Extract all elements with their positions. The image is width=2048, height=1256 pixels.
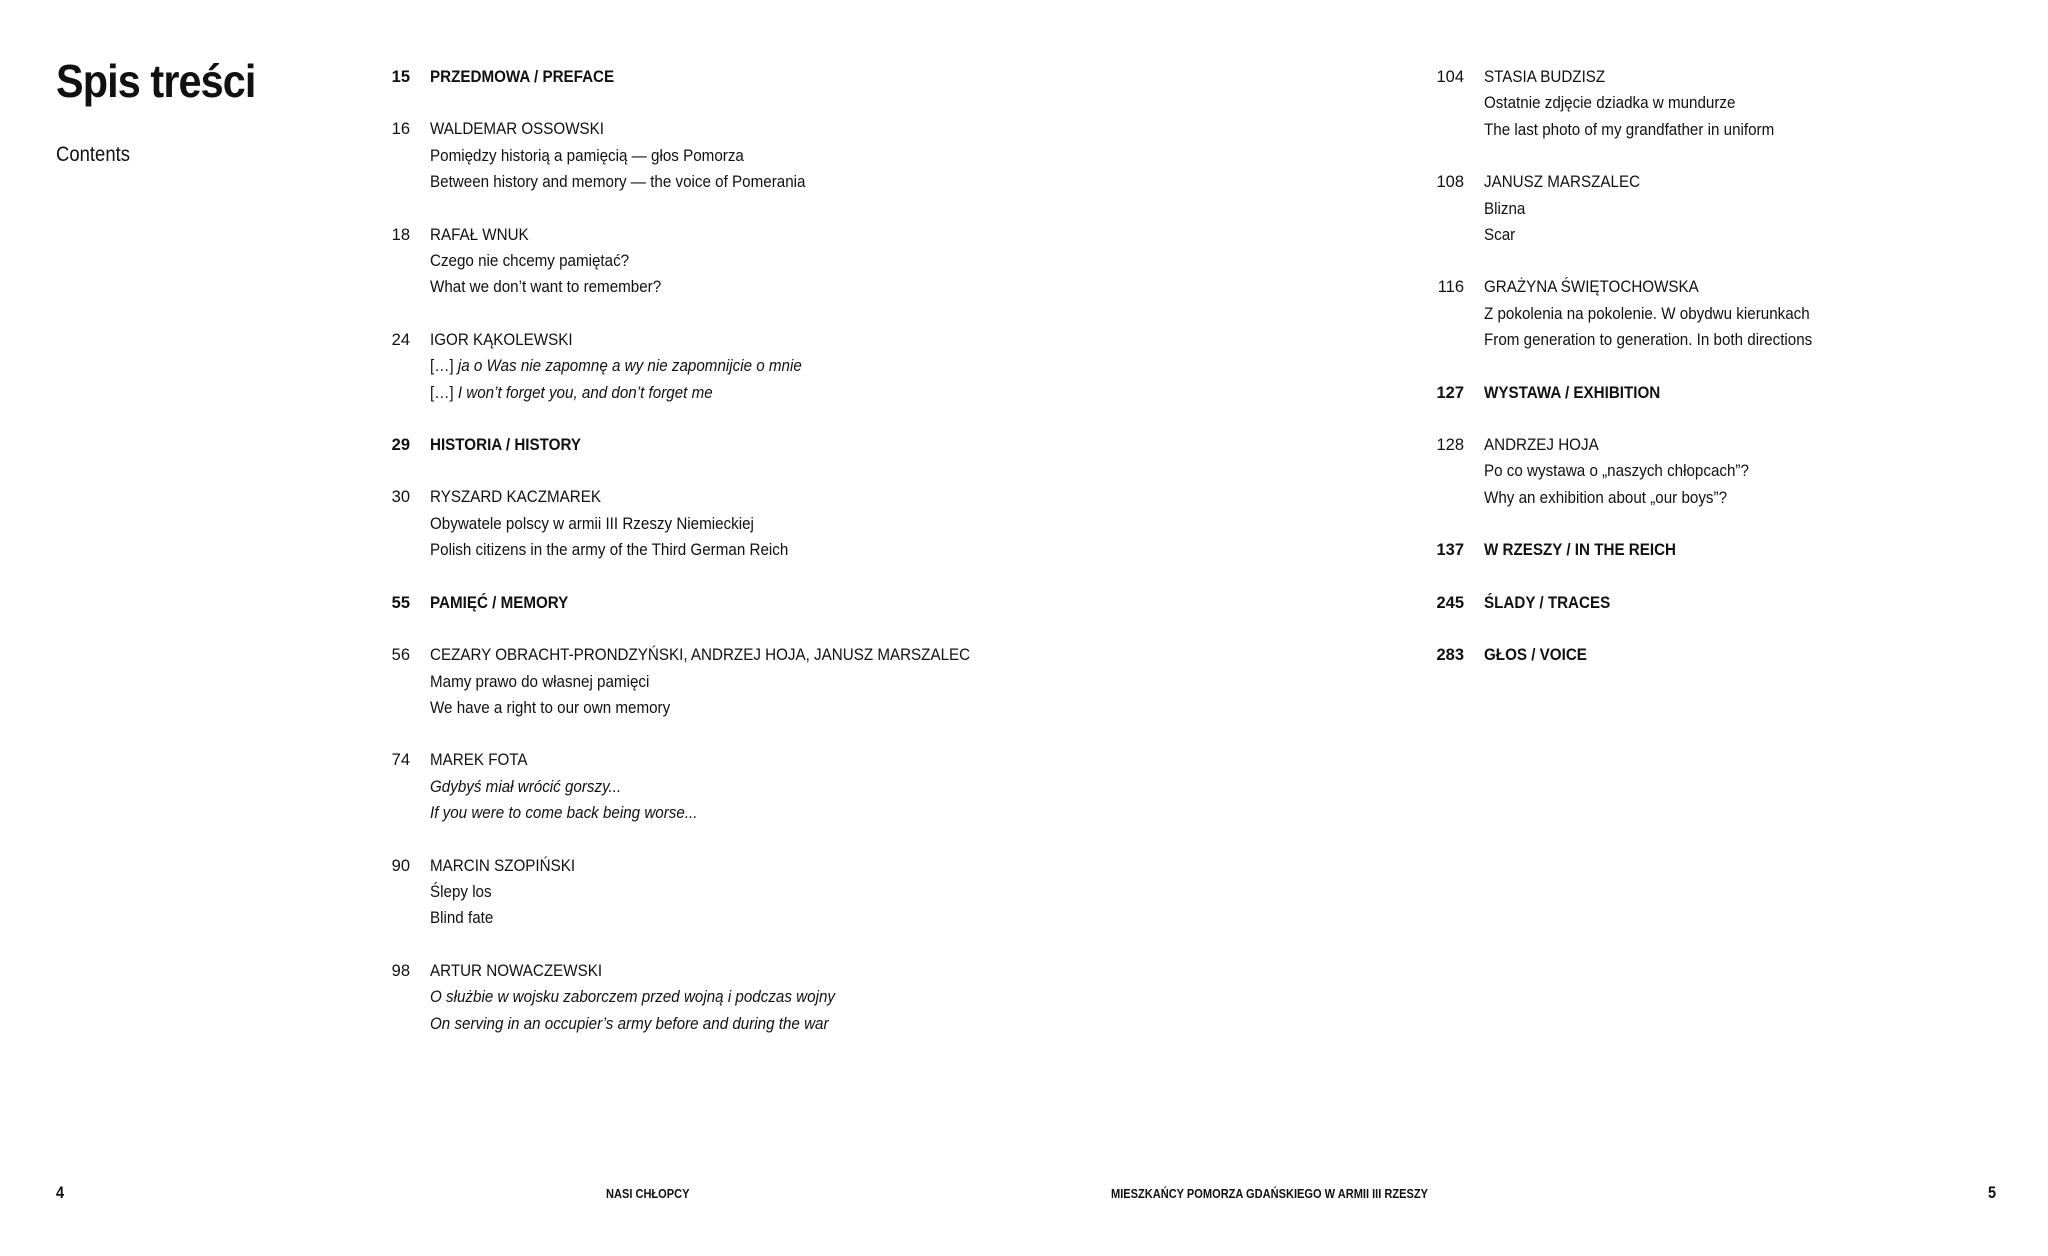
toc-title-polish bbox=[430, 879, 1203, 905]
toc-entry-text bbox=[1484, 274, 2024, 353]
toc-entry-text bbox=[430, 432, 1270, 458]
toc-entry bbox=[1424, 169, 2024, 248]
toc-entry-text bbox=[1484, 642, 2024, 668]
toc-section bbox=[370, 590, 1270, 616]
toc-entry-text bbox=[1484, 169, 2024, 248]
toc-title-english bbox=[430, 695, 1203, 721]
toc-section-heading: HISTORIA / HISTORY bbox=[430, 436, 581, 455]
toc-section-heading: WYSTAWA / EXHIBITION bbox=[1484, 383, 1661, 402]
toc-entry-text bbox=[430, 484, 1270, 563]
toc-ellipsis-prefix: […] bbox=[430, 357, 454, 376]
toc-title-english-text: The last photo of my grandfather in uniform bbox=[1484, 120, 1775, 139]
toc-entry-text bbox=[430, 958, 1270, 1037]
toc-title-polish bbox=[430, 984, 1203, 1010]
toc-section-heading: W RZESZY / IN THE REICH bbox=[1484, 541, 1677, 560]
toc-title-polish bbox=[430, 353, 1203, 379]
toc-title-english bbox=[1484, 222, 1981, 248]
toc-title-english bbox=[430, 380, 1203, 406]
toc-title-polish-text: Mamy prawo do własnej pamięci bbox=[430, 672, 650, 691]
toc-author: RAFAŁ WNUK bbox=[430, 225, 529, 244]
toc-entry bbox=[1424, 64, 2024, 143]
toc-entry-text bbox=[430, 853, 1270, 932]
toc-entry bbox=[1424, 274, 2024, 353]
toc-section bbox=[1424, 537, 2024, 563]
toc-title-polish bbox=[1484, 196, 1981, 222]
toc-page-number: 30 bbox=[391, 488, 410, 507]
toc-author: WALDEMAR OSSOWSKI bbox=[430, 120, 605, 139]
toc-entry-text bbox=[1484, 432, 2024, 511]
toc-title-english bbox=[430, 800, 1203, 826]
toc-title-english bbox=[430, 537, 1203, 563]
toc-author: RYSZARD KACZMAREK bbox=[430, 488, 601, 507]
toc-page-number: 116 bbox=[1437, 278, 1464, 297]
toc-page-number: 74 bbox=[391, 751, 410, 770]
toc-title-english bbox=[430, 1011, 1203, 1037]
toc-section bbox=[1424, 380, 2024, 406]
toc-title-polish bbox=[430, 511, 1203, 537]
toc-title-polish-text: Ostatnie zdjęcie dziadka w mundurze bbox=[1484, 94, 1736, 113]
toc-title-polish-text: ja o Was nie zapomnę a wy nie zapomnijcie o mnie bbox=[457, 357, 802, 376]
toc-author: MAREK FOTA bbox=[430, 751, 528, 770]
toc-title-polish-text: Czego nie chcemy pamiętać? bbox=[430, 252, 630, 271]
toc-section-heading: PAMIĘĆ / MEMORY bbox=[430, 593, 569, 612]
toc-section bbox=[1424, 642, 2024, 668]
toc-author: GRAŻYNA ŚWIĘTOCHOWSKA bbox=[1484, 278, 1699, 297]
toc-page-number: 29 bbox=[391, 436, 410, 455]
toc-author: JANUSZ MARSZALEC bbox=[1484, 173, 1641, 192]
toc-page-number: 128 bbox=[1436, 436, 1464, 455]
toc-title-polish bbox=[430, 248, 1203, 274]
toc-section bbox=[370, 432, 1270, 458]
toc-title-english-text: Polish citizens in the army of the Third German Reich bbox=[430, 541, 789, 560]
page-subtitle: Contents bbox=[56, 143, 130, 166]
toc-page-number: 127 bbox=[1436, 383, 1464, 402]
toc-entry bbox=[370, 747, 1270, 826]
toc-entry-text bbox=[430, 747, 1270, 826]
toc-title-polish bbox=[430, 669, 1203, 695]
toc-title-polish-text: Pomiędzy historią a pamięcią — głos Pomorza bbox=[430, 146, 744, 165]
toc-page-number: 16 bbox=[391, 120, 410, 139]
toc-entry-text bbox=[1484, 590, 2024, 616]
toc-title-polish bbox=[1484, 90, 1981, 116]
toc-title-english-text: Why an exhibition about „our boys”? bbox=[1484, 488, 1728, 507]
toc-title-polish-text: Z pokolenia na pokolenie. W obydwu kierunkach bbox=[1484, 304, 1810, 323]
toc-title-english-text: If you were to come back being worse... bbox=[430, 804, 698, 823]
right-page-number: 5 bbox=[1988, 1183, 1997, 1202]
toc-left-column bbox=[370, 64, 1270, 1063]
toc-title-polish bbox=[430, 143, 1203, 169]
toc-entry-text bbox=[1484, 380, 2024, 406]
toc-title-english-text: I won’t forget you, and don’t forget me bbox=[457, 383, 713, 402]
right-running-head: MIESZKAŃCY POMORZA GDAŃSKIEGO W ARMII III RZESZY bbox=[1111, 1186, 1428, 1201]
toc-entry-text bbox=[1484, 537, 2024, 563]
toc-author: STASIA BUDZISZ bbox=[1484, 68, 1606, 86]
toc-section-heading: GŁOS / VOICE bbox=[1484, 646, 1587, 665]
toc-page-number: 245 bbox=[1436, 593, 1464, 612]
toc-page-number: 108 bbox=[1436, 173, 1464, 192]
toc-title-english bbox=[1484, 327, 1981, 353]
toc-section bbox=[1424, 590, 2024, 616]
toc-page-number: 56 bbox=[391, 646, 410, 665]
toc-author: IGOR KĄKOLEWSKI bbox=[430, 330, 573, 349]
toc-page-number: 137 bbox=[1436, 541, 1464, 560]
toc-author: MARCIN SZOPIŃSKI bbox=[430, 856, 576, 875]
toc-title-english-text: What we don’t want to remember? bbox=[430, 278, 662, 297]
toc-title-polish-text: Obywatele polscy w armii III Rzeszy Niemieckiej bbox=[430, 514, 754, 533]
toc-ellipsis-prefix: […] bbox=[430, 383, 454, 402]
toc-title-polish bbox=[1484, 458, 1981, 484]
toc-entry bbox=[370, 222, 1270, 301]
toc-entry-text bbox=[430, 590, 1270, 616]
toc-title-polish bbox=[430, 774, 1203, 800]
toc-entry bbox=[370, 484, 1270, 563]
toc-entry bbox=[370, 642, 1270, 721]
toc-entry-text bbox=[430, 64, 1270, 90]
page-title: Spis treści bbox=[56, 55, 256, 107]
toc-title-english-text: We have a right to our own memory bbox=[430, 698, 671, 717]
toc-section bbox=[370, 64, 1270, 90]
toc-title-english bbox=[430, 169, 1203, 195]
toc-right-column bbox=[1424, 64, 2024, 695]
toc-entry-text bbox=[430, 116, 1270, 195]
toc-title-polish bbox=[1484, 301, 1981, 327]
toc-page-number: 104 bbox=[1436, 68, 1464, 86]
toc-author: ARTUR NOWACZEWSKI bbox=[430, 961, 603, 980]
toc-page-number: 98 bbox=[391, 961, 410, 980]
toc-entry bbox=[370, 853, 1270, 932]
toc-page-number: 18 bbox=[391, 225, 410, 244]
toc-entry-text bbox=[430, 222, 1270, 301]
left-running-head: NASI CHŁOPCY bbox=[606, 1186, 690, 1201]
left-page-number: 4 bbox=[56, 1183, 65, 1202]
toc-section-heading: ŚLADY / TRACES bbox=[1484, 593, 1611, 612]
toc-title-english-text: From generation to generation. In both directions bbox=[1484, 331, 1813, 350]
toc-title-english bbox=[430, 905, 1203, 931]
toc-title-english-text: Scar bbox=[1484, 226, 1516, 245]
toc-page-number: 55 bbox=[391, 593, 410, 612]
toc-author: ANDRZEJ HOJA bbox=[1484, 436, 1599, 455]
toc-author: CEZARY OBRACHT-PRONDZYŃSKI, ANDRZEJ HOJA, JANUSZ MARSZALEC bbox=[430, 646, 971, 665]
toc-entry-text bbox=[430, 642, 1270, 721]
toc-page-number: 24 bbox=[391, 330, 410, 349]
toc-title-polish-text: O służbie w wojsku zaborczem przed wojną i podczas wojny bbox=[430, 988, 835, 1007]
toc-title-polish-text: Gdybyś miał wrócić gorszy... bbox=[430, 777, 622, 796]
toc-title-english bbox=[430, 274, 1203, 300]
toc-title-english-text: Between history and memory — the voice of Pomerania bbox=[430, 173, 806, 192]
toc-page-number: 283 bbox=[1436, 646, 1464, 665]
toc-section-heading: PRZEDMOWA / PREFACE bbox=[430, 68, 615, 86]
toc-page-number: 15 bbox=[391, 68, 410, 86]
toc-title-polish-text: Ślepy los bbox=[430, 882, 492, 901]
toc-entry-text bbox=[430, 327, 1270, 406]
toc-title-english bbox=[1484, 485, 1981, 511]
toc-entry-text bbox=[1484, 64, 2024, 143]
toc-entry bbox=[370, 327, 1270, 406]
toc-entry bbox=[370, 958, 1270, 1037]
toc-title-polish-text: Po co wystawa o „naszych chłopcach”? bbox=[1484, 462, 1749, 481]
toc-page-number: 90 bbox=[391, 856, 410, 875]
toc-title-english-text: Blind fate bbox=[430, 909, 494, 928]
toc-title-polish-text: Blizna bbox=[1484, 199, 1526, 218]
toc-title-english-text: On serving in an occupier’s army before and during the war bbox=[430, 1014, 829, 1033]
toc-entry bbox=[1424, 432, 2024, 511]
toc-title-english bbox=[1484, 117, 1981, 143]
toc-entry bbox=[370, 116, 1270, 195]
